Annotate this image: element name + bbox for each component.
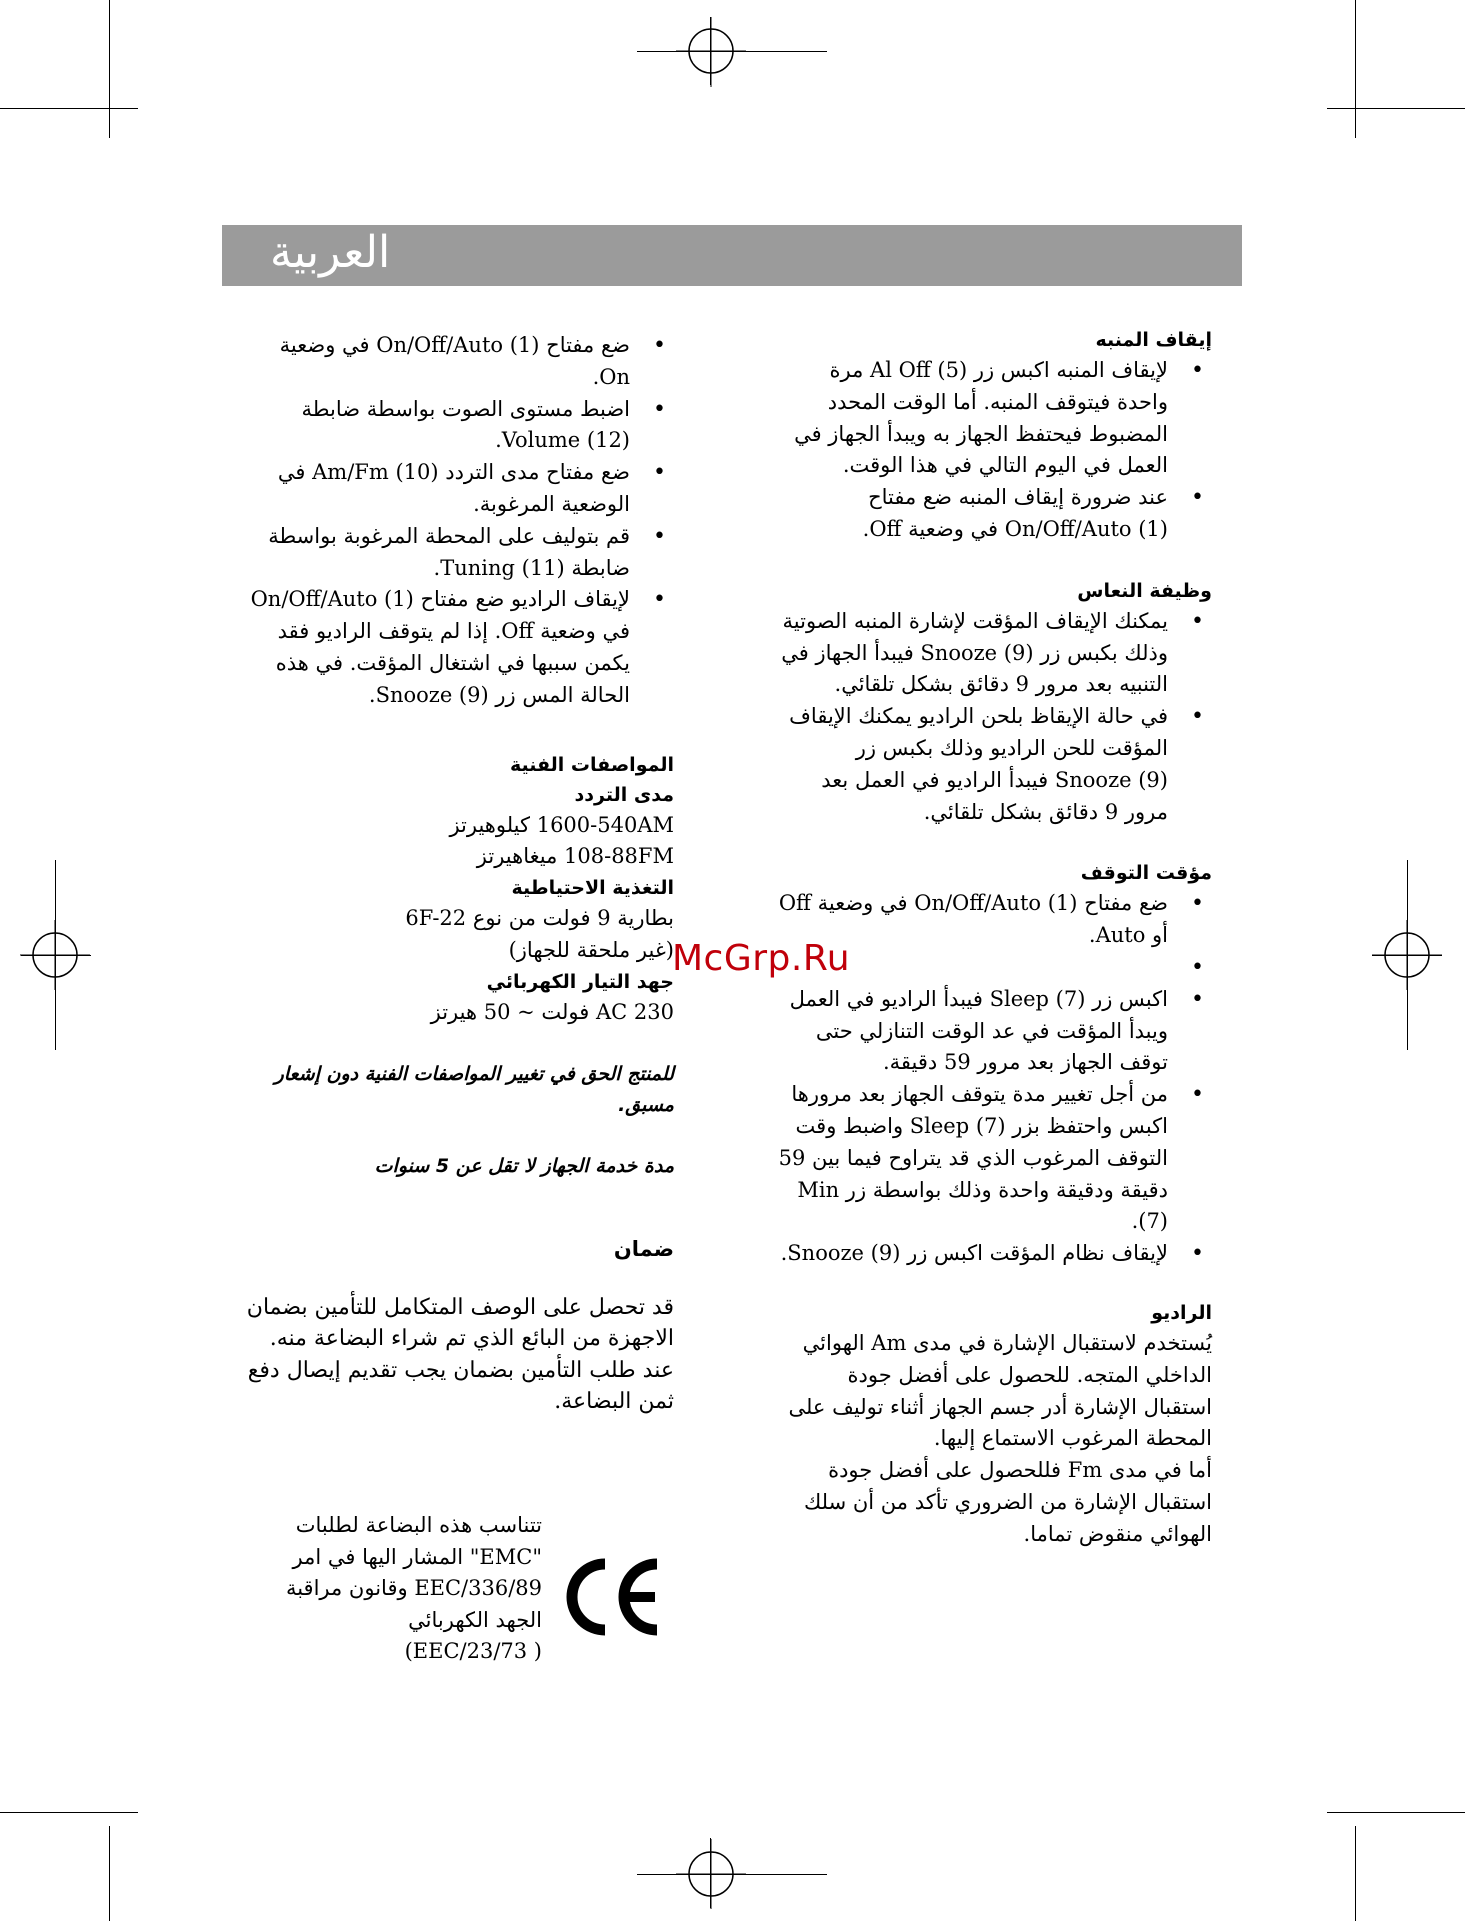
battery-note: (غير ملحقة للجهاز) bbox=[508, 937, 674, 962]
list-item: • عند ضرورة إيقاف المنبه ضع مفتاح On/Off/Auto (1) في وضعية Off. bbox=[778, 482, 1212, 546]
watermark: McGrp.Ru bbox=[672, 938, 851, 979]
list-item: • لإيقاف نظام المؤقت اكبس زر Snooze (9). bbox=[778, 1238, 1212, 1270]
compliance-line: "EMC" المشار اليها في امر bbox=[292, 1544, 542, 1569]
warranty-text: قد تحصل على الوصف المتكامل للتأمين بضمان الاجهزة من البائع الذي تم شراء البضاعة منه. عند طلب التأمين بضمان يجب تقديم إيصال دفع ثمن البضاعة. bbox=[246, 1294, 674, 1415]
language-header-bar bbox=[222, 225, 1242, 286]
compliance-line: EEC/336/89 وقانون مراقبة bbox=[285, 1576, 542, 1600]
registration-target-icon bbox=[1372, 920, 1442, 990]
list-item: • لإيقاف الراديو ضع مفتاح On/Off/Auto (1) في وضعية Off. إذا لم يتوقف الراديو فقد يكمن سببها في اشتغال المؤقت. في هذه الحالة المس زر Snooze (9). bbox=[238, 584, 674, 711]
left-column bbox=[238, 330, 674, 1418]
crop-mark bbox=[0, 1812, 138, 1813]
service-life-note: مدة خدمة الجهاز لا تقل عن 5 سنوات bbox=[374, 1154, 674, 1177]
ce-mark-icon bbox=[565, 1558, 665, 1636]
crop-mark bbox=[0, 108, 138, 109]
power-title: جهد التيار الكهربائي bbox=[486, 970, 674, 993]
list-item: • ضع مفتاح On/Off/Auto (1) في وضعية Off أو Auto. bbox=[778, 888, 1212, 952]
freq-range-title: مدى التردد bbox=[574, 783, 674, 806]
compliance-line: ( EEC/23/73) bbox=[404, 1639, 542, 1663]
registration-target-icon bbox=[676, 17, 746, 87]
crop-mark bbox=[1327, 108, 1465, 109]
crop-mark bbox=[109, 0, 110, 138]
radio-operation-list bbox=[238, 330, 674, 712]
list-item: • لإيقاف المنبه اكبس زر Al Off (5) مرة واحدة فيتوقف المنبه. أما الوقت المحدد المضبوط فيحتفظ الجهاز به ويبدأ الجهاز في العمل في اليوم التالي في هذا الوقت. bbox=[778, 355, 1212, 482]
section-title-radio: الراديو bbox=[1151, 1301, 1212, 1324]
specs-title: المواصفات الفنية bbox=[509, 753, 674, 776]
section-title-sleep-timer: مؤقت التوقف bbox=[1080, 862, 1212, 885]
section-title-alarm-off: إيقاف المنبه bbox=[1095, 329, 1212, 351]
backup-power-title: التغذية الاحتياطية bbox=[511, 877, 674, 900]
compliance-line: تتناسب هذه البضاعة لطلبات bbox=[295, 1513, 542, 1537]
list-item: • ضع مفتاح مدى التردد Am/Fm (10) في الوضعية المرغوبة. bbox=[238, 457, 674, 521]
compliance-line: الجهد الكهربائي bbox=[408, 1607, 542, 1632]
rights-note: للمنتج الحق في تغيير المواصفات الفنية دون إشعار مسبق. bbox=[274, 1062, 674, 1116]
list-item: • يمكنك الإيقاف المؤقت لإشارة المنبه الصوتية وذلك بكبس زر Snooze (9) فيبدأ الجهاز في التنبيه بعد مرور 9 دقائق بشكل تلقائي. bbox=[778, 606, 1212, 701]
am-range: 1600-540AM كيلوهيرتز bbox=[449, 812, 674, 837]
registration-target-icon bbox=[676, 1839, 746, 1909]
crop-mark bbox=[109, 1826, 110, 1921]
snooze-list bbox=[778, 606, 1212, 829]
crop-mark bbox=[1355, 1826, 1356, 1921]
section-title-snooze: وظيفة النعاس bbox=[1077, 579, 1212, 602]
battery-spec: بطارية 9 فولت من نوع 6F-22 bbox=[405, 906, 674, 931]
list-item: • من أجل تغيير مدة يتوقف الجهاز بعد مرورها اكبس واحتفظ بزر Sleep (7) واضبط وقت التوقف المرغوب الذي قد يتراوح فيما بين 59 دقيقة ودقيقة واحدة وذلك بواسطة زر Min (7). bbox=[778, 1079, 1212, 1238]
crop-mark bbox=[1327, 1812, 1465, 1813]
list-item: • قم بتوليف على المحطة المرغوبة بواسطة ضابطة Tuning (11). bbox=[238, 521, 674, 585]
list-item: • في حالة الإيقاظ بلحن الراديو يمكنك الإيقاف المؤقت للحن الراديو وذلك بكبس زر Snooze (9) فيبدأ الراديو في العمل بعد مرور 9 دقائق بشكل تلقائي. bbox=[778, 701, 1212, 828]
page-title: العربية bbox=[270, 227, 391, 278]
alarm-off-list bbox=[778, 355, 1212, 546]
list-item: • اكبس زر Sleep (7) فيبدأ الراديو في العمل ويبدأ المؤقت في عد الوقت التنازلي حتى توقف الجهاز بعد مرور 59 دقيقة. bbox=[778, 984, 1212, 1079]
warranty-title: ضمان bbox=[613, 1236, 674, 1261]
list-item: • اضبط مستوى الصوت بواسطة ضابطة Volume (12). bbox=[238, 394, 674, 458]
compliance-block bbox=[258, 1510, 542, 1668]
list-item: • ضع مفتاح On/Off/Auto (1) في وضعية On. bbox=[238, 330, 674, 394]
fm-range: 108-88FM ميغاهيرتز bbox=[476, 844, 674, 869]
registration-target-icon bbox=[20, 920, 90, 990]
power-spec: 230 AC فولت ~ 50 هيرتز bbox=[430, 999, 674, 1024]
crop-mark bbox=[1355, 0, 1356, 138]
radio-paragraph: يُستخدم لاستقبال الإشارة في مدى Am الهوائي الداخلي المتجه. للحصول على أفضل جودة استقبال الإشارة أدر جسم الجهاز أثناء توليف على المحطة المرغوب الاستماع إليها. bbox=[788, 1330, 1212, 1451]
radio-paragraph: أما في مدى Fm فللحصول على أفضل جودة استقبال الإشارة من الضروري تأكد من أن سلك الهوائي منقوض تماما. bbox=[803, 1458, 1212, 1546]
